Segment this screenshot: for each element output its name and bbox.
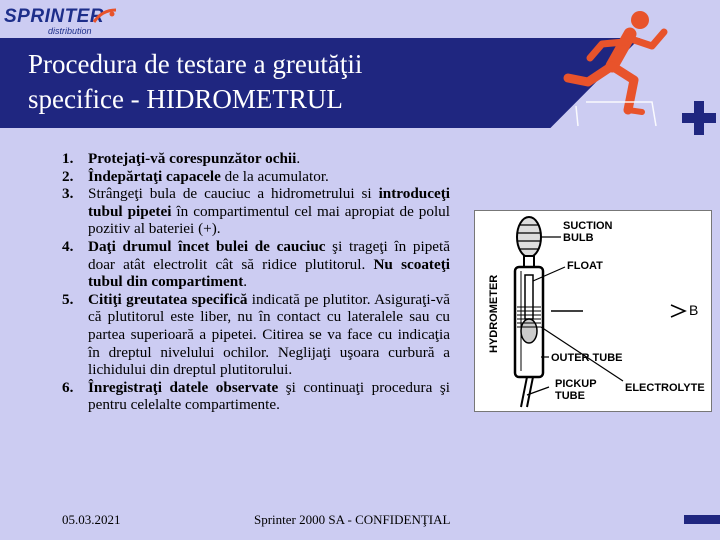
step-item — [58, 291, 450, 379]
footer-accent-bar — [684, 515, 720, 524]
step-number: 1. — [62, 150, 74, 167]
label-hydrometer: HYDROMETER — [488, 274, 500, 353]
label-b: B — [689, 302, 699, 318]
step-item — [58, 168, 450, 186]
step-text: . — [296, 150, 301, 167]
label-electrolyte: ELECTROLYTE — [625, 382, 705, 394]
step-item — [58, 238, 450, 291]
step-bold: Îndepărtaţi capacele — [88, 167, 221, 185]
step-number: 6. — [62, 378, 74, 396]
step-bold: introduceţi tubul pipetei — [88, 185, 450, 220]
slide-title-line1: Procedura de testare a greutăţii — [28, 49, 363, 79]
step-number: 2. — [62, 167, 74, 185]
label-float: FLOAT — [567, 260, 603, 272]
logo-tagline: distribution — [48, 26, 92, 36]
runner-figure-icon — [556, 6, 674, 130]
sprinter-logo — [4, 6, 124, 38]
step-number: 4. — [62, 237, 74, 255]
hydrometer-illustration — [475, 211, 711, 411]
float-shape — [525, 275, 533, 319]
step-number: 5. — [62, 290, 74, 308]
footer-confidential: Sprinter 2000 SA - CONFIDENŢIAL — [254, 512, 451, 527]
logo-name: SPRINTER — [4, 6, 105, 27]
step-pre: Strângeţi bula de cauciuc a hidrometrului si — [88, 185, 379, 203]
suction-bulb-shape — [517, 217, 541, 257]
label-pickup: PICKUP TUBE — [555, 378, 597, 402]
hydrometer-diagram — [474, 210, 712, 412]
footer-date: 05.03.2021 — [62, 512, 121, 527]
step-item — [58, 379, 450, 414]
step-text: indicată pe plutitor. Asiguraţi-vă că plutitorul este liber, nu în contact cu lateralele sau cu partea superioară a pipetei. Citirea se va face cu indicaţia în dreptul nivelului ochilor. Neglijaţi uşoara curbură a lichidului din dreptul plutitorului. — [88, 290, 451, 379]
step-text: în compartimentul cel mai apropiat de polul pozitiv al bateriei (+). — [88, 202, 451, 238]
slide-title — [28, 47, 588, 117]
label-suction: SUCTION BULB — [563, 220, 613, 244]
step-bold-2: Nu scoateţi tubul din compartiment — [88, 255, 450, 291]
plus-icon — [682, 101, 716, 135]
procedure-steps — [58, 150, 450, 414]
slide-title-line2: specifice - HIDROMETRUL — [28, 84, 343, 114]
step-number: 3. — [62, 185, 74, 203]
step-text-2: . — [243, 273, 248, 291]
step-item — [58, 185, 450, 238]
step-text: şi trageţi în pipetă doar atât electrolit cât să ridice plutitorul. — [88, 237, 451, 273]
step-bold: Daţi drumul încet bulei de cauciuc — [88, 237, 326, 255]
step-bold: Citiţi greutatea specifică — [88, 290, 248, 308]
logo-swoosh-icon — [92, 8, 118, 26]
step-text: de la acumulator. — [220, 167, 329, 185]
step-text: şi continuaţi procedura şi pentru celelalte compartimente. — [88, 378, 450, 414]
step-bold: Înregistraţi datele observate — [88, 378, 279, 396]
step-item — [58, 150, 450, 168]
pickup-tube-shape — [521, 377, 533, 407]
label-outer-tube: OUTER TUBE — [551, 352, 623, 364]
step-bold: Protejaţi-vă corespunzător ochii — [88, 150, 297, 167]
